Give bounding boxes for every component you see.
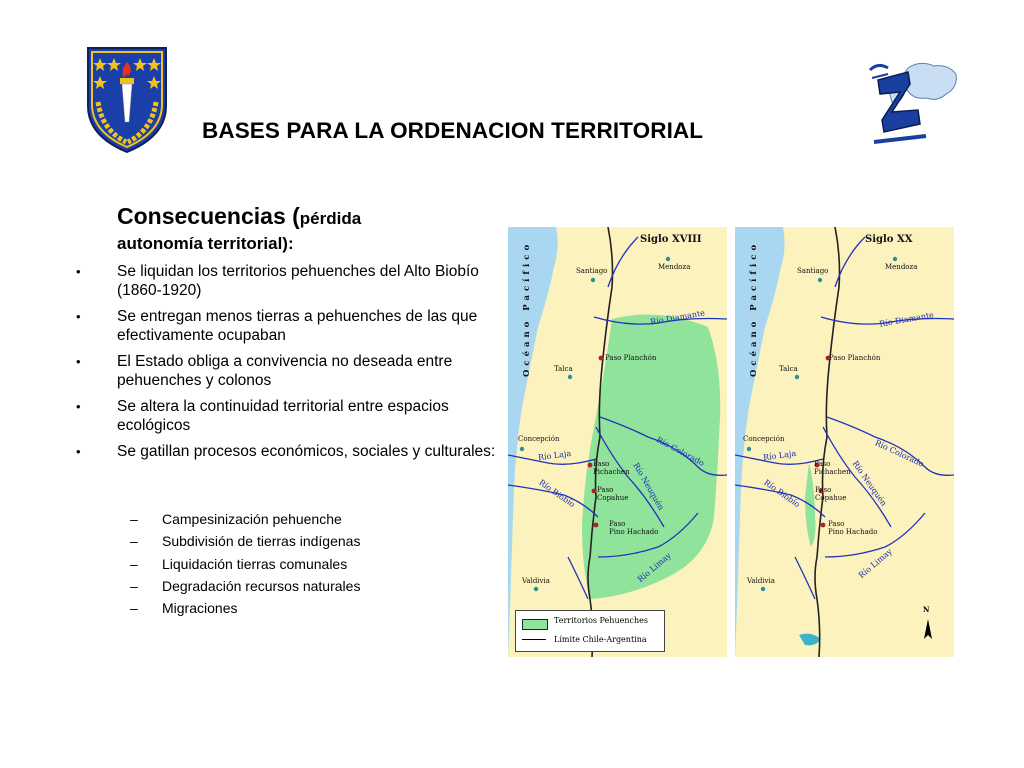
bullet-item: • Se altera la continuidad territorial entre espacios ecológicos xyxy=(76,397,496,435)
river-label-limay: Río Limay xyxy=(635,550,673,585)
river-label-diamante: Río Diamante xyxy=(649,308,706,327)
place-label-santiago: Santiago xyxy=(797,267,829,275)
pass-label-copahue-1: Paso xyxy=(815,486,832,494)
pass-label-pichachen-1: Paso xyxy=(814,460,831,468)
heading-small: pérdida xyxy=(299,209,362,228)
pass-label-pino-2: Pino Hachado xyxy=(609,528,659,536)
river-label-neuquen: Río Neuquén xyxy=(631,461,666,512)
pass-label-pino-2: Pino Hachado xyxy=(828,528,878,536)
river-label-colorado: Río Colorado xyxy=(873,438,926,469)
place-label-concepcion: Concepción xyxy=(518,435,560,443)
place-label-mendoza: Mendoza xyxy=(885,263,918,271)
sub-bullet-item: – Campesinización pehuenche xyxy=(130,511,360,528)
legend-border-label: Límite Chile-Argentina xyxy=(554,635,647,644)
river-label-biobio: Río Biobío xyxy=(762,477,802,510)
sub-bullet-item: – Degradación recursos naturales xyxy=(130,578,360,595)
bullet-item: • Se liquidan los territorios pehuenches del Alto Biobío (1860-1920) xyxy=(76,262,496,300)
place-label-valdivia: Valdivia xyxy=(522,577,550,585)
map-period-label: Siglo XX xyxy=(865,234,913,245)
north-arrow-icon xyxy=(924,619,932,639)
section-heading xyxy=(117,203,361,255)
pass-label-pino-1: Paso xyxy=(828,520,845,528)
ocean-label: Océano Pacífico xyxy=(749,240,759,377)
pass-label-pichachen-2: Pichachen xyxy=(593,468,630,476)
pass-label-pichachen-1: Paso xyxy=(593,460,610,468)
river-label-biobio: Río Biobío xyxy=(537,477,577,510)
pass-label-copahue-1: Paso xyxy=(597,486,614,494)
pass-label-planchon: Paso Planchón xyxy=(829,354,881,362)
ocean-label: Océano Pacífico xyxy=(522,240,532,377)
legend-territory-swatch xyxy=(522,619,548,630)
place-label-talca: Talca xyxy=(779,365,798,373)
university-shield-logo xyxy=(84,44,170,156)
north-label: N xyxy=(923,605,930,614)
place-label-valdivia: Valdivia xyxy=(747,577,775,585)
river-label-laja: Río Laja xyxy=(537,448,572,463)
sub-bullet-item: – Migraciones xyxy=(130,600,360,617)
river-label-colorado: Río Colorado xyxy=(654,435,706,468)
place-label-concepcion: Concepción xyxy=(743,435,785,443)
legend-territory-label: Territorios Pehuenches xyxy=(554,616,648,625)
place-label-santiago: Santiago xyxy=(576,267,608,275)
slide-title: BASES PARA LA ORDENACION TERRITORIAL xyxy=(202,118,704,143)
river-label-limay: Río Limay xyxy=(856,546,894,581)
pass-label-pichachen-2: Pichachen xyxy=(814,468,851,476)
faculty-logo xyxy=(848,58,960,154)
place-label-mendoza: Mendoza xyxy=(658,263,691,271)
heading-line2: autonomía territorial): xyxy=(117,234,294,253)
map-siglo-xx xyxy=(735,227,954,657)
bullet-item: • Se gatillan procesos económicos, sociales y culturales: xyxy=(76,442,496,461)
bullet-list xyxy=(76,262,496,468)
river-label-diamante: Río Diamante xyxy=(878,310,935,329)
pass-label-pino-1: Paso xyxy=(609,520,626,528)
pass-label-copahue-2: Copahue xyxy=(597,494,629,502)
bullet-item: • El Estado obliga a convivencia no deseada entre pehuenches y colonos xyxy=(76,352,496,390)
pass-label-planchon: Paso Planchón xyxy=(605,354,657,362)
legend-border-line xyxy=(522,639,546,640)
bullet-item: • Se entregan menos tierras a pehuenches de las que efectivamente ocupaban xyxy=(76,307,496,345)
river-label-neuquen: Río Neuquén xyxy=(850,459,889,508)
map-siglo-xviii xyxy=(508,227,727,657)
sub-bullet-list xyxy=(130,511,360,622)
pass-label-copahue-2: Copahue xyxy=(815,494,847,502)
heading-main: Consecuencias ( xyxy=(117,203,300,229)
sub-bullet-item: – Subdivisión de tierras indígenas xyxy=(130,533,360,550)
map-period-label: Siglo XVIII xyxy=(640,234,702,245)
map-legend xyxy=(515,610,665,652)
sub-bullet-item: – Liquidación tierras comunales xyxy=(130,556,360,573)
place-label-talca: Talca xyxy=(554,365,573,373)
river-label-laja: Río Laja xyxy=(762,448,797,463)
